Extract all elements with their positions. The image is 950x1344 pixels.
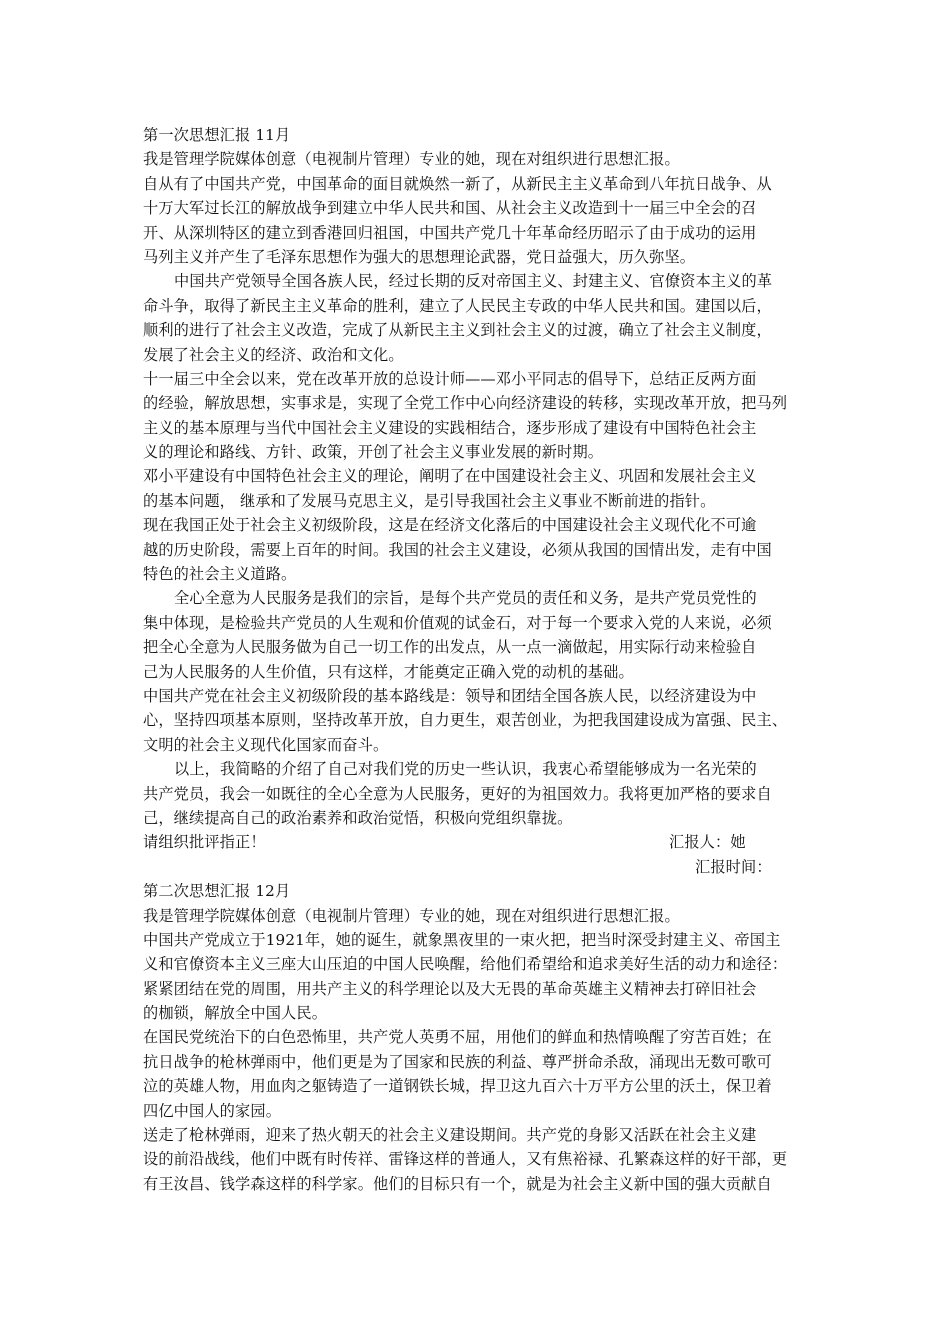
report1-line: 心，坚持四项基本原则，坚持改革开放，自力更生，艰苦创业，为把我国建设成为富强、民主、 xyxy=(143,711,788,730)
report1-heading: 第一次思想汇报 11月 xyxy=(143,126,291,144)
report1-line: 的经验，解放思想，实事求是，实现了全党工作中心向经济建设的转移，实现改革开放，把马列 xyxy=(143,394,788,413)
report1-line: 己为人民服务的人生价值，只有这样，才能奠定正确入党的动机的基础。 xyxy=(143,662,634,681)
report1-line: 义的理论和路线、方针、政策，开创了社会主义事业发展的新时期。 xyxy=(143,443,604,462)
report1-line: 马列主义并产生了毛泽东思想作为强大的思想理论武器，党日益强大，历久弥坚。 xyxy=(143,247,696,266)
report2-line: 送走了枪林弹雨，迎来了热火朝天的社会主义建设期间。共产党的身影又活跃在社会主义建 xyxy=(143,1126,757,1145)
document-page xyxy=(143,123,812,1196)
report2-line: 抗日战争的枪林弹雨中，他们更是为了国家和民族的利益、尊严拼命杀敌，涌现出无数可歌可 xyxy=(143,1052,772,1071)
closing-text: 请组织批评指正！ xyxy=(143,833,266,852)
report2-line: 义和官僚资本主义三座大山压迫的中国人民唤醒，给他们希望给和追求美好生活的动力和途径： xyxy=(143,955,788,974)
report1-line: 特色的社会主义道路。 xyxy=(143,565,297,584)
report2-heading: 第二次思想汇报 12月 xyxy=(143,882,291,901)
report1-line: 主义的基本原理与当代中国社会主义建设的实践相结合，逐步形成了建设有中国特色社会主 xyxy=(143,418,757,437)
report1-line: 十万大军过长江的解放战争到建立中华人民共和国、从社会主义改造到十一届三中全会的召 xyxy=(143,199,757,218)
reporter-signature: 汇报人：她 xyxy=(669,833,746,852)
report1-line: 的基本问题， 继承和了发展马克思主义，是引导我国社会主义事业不断前进的指针。 xyxy=(143,491,716,510)
report1-line: 己，继续提高自己的政治素养和政治觉悟，积极向党组织靠拢。 xyxy=(143,808,573,827)
report1-line: 文明的社会主义现代化国家而奋斗。 xyxy=(143,735,389,754)
report1-line: 现在我国正处于社会主义初级阶段，这是在经济文化落后的中国建设社会主义现代化不可逾 xyxy=(143,516,757,535)
report2-line: 有王汝昌、钱学森这样的科学家。他们的目标只有一个，就是为社会主义新中国的强大贡献自 xyxy=(143,1174,772,1193)
report1-line: 开、从深圳特区的建立到香港回归祖国，中国共产党几十年革命经历昭示了由于成功的运用 xyxy=(143,223,757,242)
report2-line: 四亿中国人的家园。 xyxy=(143,1101,282,1120)
report1-line: 邓小平建设有中国特色社会主义的理论，阐明了在中国建设社会主义、巩固和发展社会主义 xyxy=(143,467,757,486)
report2-line: 设的前沿战线，他们中既有时传祥、雷锋这样的普通人，又有焦裕禄、孔繁森这样的好干部，更 xyxy=(143,1150,788,1169)
report2-line: 紧紧团结在党的周围，用共产主义的科学理论以及大无畏的革命英雄主义精神去打碎旧社会 xyxy=(143,979,757,998)
report1-line: 集中体现，是检验共产党员的人生观和价值观的试金石，对于每一个要求入党的人来说，必须 xyxy=(143,613,772,632)
report1-line: 自从有了中国共产党，中国革命的面目就焕然一新了，从新民主主义革命到八年抗日战争、从 xyxy=(143,174,772,193)
report2-line: 的枷锁，解放全中国人民。 xyxy=(143,1004,328,1023)
report1-line: 全心全意为人民服务是我们的宗旨，是每个共产党员的责任和义务，是共产党员党性的 xyxy=(174,589,757,608)
report2-line: 泣的英雄人物，用血肉之躯铸造了一道钢铁长城，捍卫这九百六十万平方公里的沃土，保卫着 xyxy=(143,1077,772,1096)
report1-line: 顺利的进行了社会主义改造，完成了从新民主主义到社会主义的过渡，确立了社会主义制度， xyxy=(143,321,772,340)
report1-line: 中国共产党领导全国各族人民，经过长期的反对帝国主义、封建主义、官僚资本主义的革 xyxy=(174,272,773,291)
report1-line: 以上，我简略的介绍了自己对我们党的历史一些认识，我衷心希望能够成为一名光荣的 xyxy=(174,760,757,779)
closing-row xyxy=(143,830,812,854)
report2-line: 中国共产党成立于1921年，她的诞生，就象黑夜里的一束火把，把当时深受封建主义、帝国主 xyxy=(143,930,781,949)
report1-line: 命斗争，取得了新民主主义革命的胜利，建立了人民民主专政的中华人民共和国。建国以后， xyxy=(143,296,772,315)
report1-line: 共产党员，我会一如既往的全心全意为人民服务，更好的为祖国效力。我将更加严格的要求自 xyxy=(143,784,772,803)
report1-line: 十一届三中全会以来，党在改革开放的总设计师——邓小平同志的倡导下，总结正反两方面 xyxy=(143,369,757,388)
report1-line: 我是管理学院媒体创意（电视制片管理）专业的她，现在对组织进行思想汇报。 xyxy=(143,150,680,169)
report2-line: 我是管理学院媒体创意（电视制片管理）专业的她，现在对组织进行思想汇报。 xyxy=(143,906,680,925)
report1-line: 发展了社会主义的经济、政治和文化。 xyxy=(143,345,404,364)
report1-line: 把全心全意为人民服务做为自己一切工作的出发点，从一点一滴做起，用实际行动来检验自 xyxy=(143,638,757,657)
report2-line: 在国民党统治下的白色恐怖里，共产党人英勇不屈，用他们的鲜血和热情唤醒了穷苦百姓；在 xyxy=(143,1028,772,1047)
report-time: 汇报时间： xyxy=(695,857,772,876)
report1-line: 越的历史阶段，需要上百年的时间。我国的社会主义建设，必须从我国的国情出发，走有中国 xyxy=(143,540,772,559)
report1-line: 中国共产党在社会主义初级阶段的基本路线是：领导和团结全国各族人民，以经济建设为中 xyxy=(143,686,757,705)
